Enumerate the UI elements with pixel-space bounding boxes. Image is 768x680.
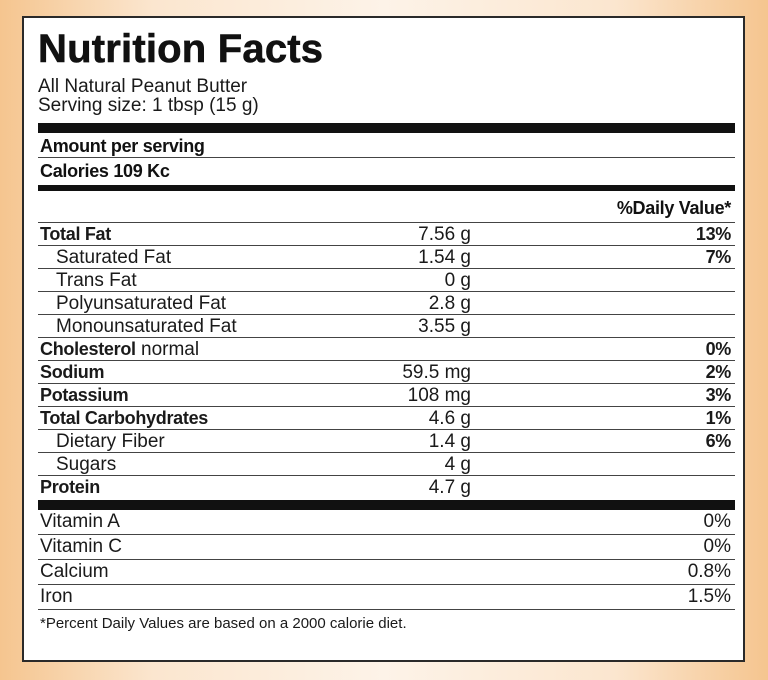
nutrient-row-total-carbohydrates [38,407,735,430]
nutrient-name: Saturated Fat [56,247,172,268]
nutrient-row-monounsaturated-fat [38,315,735,338]
nutrient-dv: 1% [705,408,731,428]
nutrient-amount: 3.55 g [418,316,471,337]
vitamin-name: Iron [40,586,73,607]
nutrient-amount: 108 mg [407,385,471,406]
thick-divider [38,500,735,510]
nutrient-name: Sodium [40,362,105,382]
nutrient-dv: 3% [705,385,731,405]
daily-value-header: %Daily Value* [616,198,731,218]
vitamin-dv: 0% [703,536,731,557]
amount-per-serving: Amount per serving [40,136,205,156]
nutrient-dv: 7% [705,247,731,267]
vitamin-dv: 1.5% [687,586,731,607]
nutrient-name-group [40,339,199,361]
nutrition-facts-label [22,16,745,662]
vitamin-name: Vitamin A [40,511,120,532]
nutrient-dv: 13% [695,224,731,244]
nutrient-name: Total Fat [40,224,111,244]
nutrient-amount: 4.7 g [428,477,471,498]
nutrient-row-cholesterol [38,338,735,361]
nutrient-name: Trans Fat [56,270,137,291]
nutrient-name: Dietary Fiber [56,431,165,452]
nutrient-amount: 4.6 g [428,408,471,429]
serving-size: Serving size: 1 tbsp (15 g) [38,95,259,116]
thick-divider [38,123,735,133]
vitamin-row-c [38,535,735,560]
nutrient-name: Sugars [56,454,117,475]
nutrient-dv: 2% [705,362,731,382]
vitamin-name: Calcium [40,561,109,582]
nutrient-name: Protein [40,477,100,497]
nutrient-dv: 6% [705,431,731,451]
amount-per-serving-row [38,133,735,158]
vitamin-name: Vitamin C [40,536,123,557]
nutrient-amount: 0 g [444,270,471,291]
vitamin-row-iron [38,585,735,610]
vitamin-dv: 0.8% [687,561,731,582]
nutrient-row-protein [38,476,735,499]
calories: Calories 109 Kc [40,161,170,181]
nutrient-row-potassium [38,384,735,407]
vitamin-row-calcium [38,560,735,585]
vitamin-dv: 0% [703,511,731,532]
nutrient-name-suffix: normal [135,339,200,360]
nutrient-row-dietary-fiber [38,430,735,453]
label-title: Nutrition Facts [38,27,324,71]
nutrient-amount: 7.56 g [418,224,471,245]
footnote: *Percent Daily Values are based on a 2000 calorie diet. [40,615,407,632]
product-name: All Natural Peanut Butter [38,76,248,97]
daily-value-header-row [38,191,735,223]
nutrient-amount: 2.8 g [428,293,471,314]
nutrient-amount: 1.4 g [428,431,471,452]
nutrient-row-sodium [38,361,735,384]
nutrient-name: Potassium [40,385,129,405]
nutrient-name: Total Carbohydrates [40,408,208,428]
vitamin-row-a [38,510,735,535]
nutrient-amount: 59.5 mg [402,362,471,383]
nutrient-name: Cholesterol [40,339,136,359]
nutrient-row-polyunsaturated-fat [38,292,735,315]
nutrient-amount: 1.54 g [418,247,471,268]
nutrient-row-sugars [38,453,735,476]
nutrient-row-trans-fat [38,269,735,292]
nutrient-dv: 0% [705,339,731,359]
nutrient-name: Monounsaturated Fat [56,316,237,337]
nutrient-row-saturated-fat [38,246,735,269]
nutrient-name: Polyunsaturated Fat [56,293,227,314]
nutrient-row-total-fat [38,223,735,246]
calories-row [38,158,735,183]
nutrient-amount: 4 g [444,454,471,475]
